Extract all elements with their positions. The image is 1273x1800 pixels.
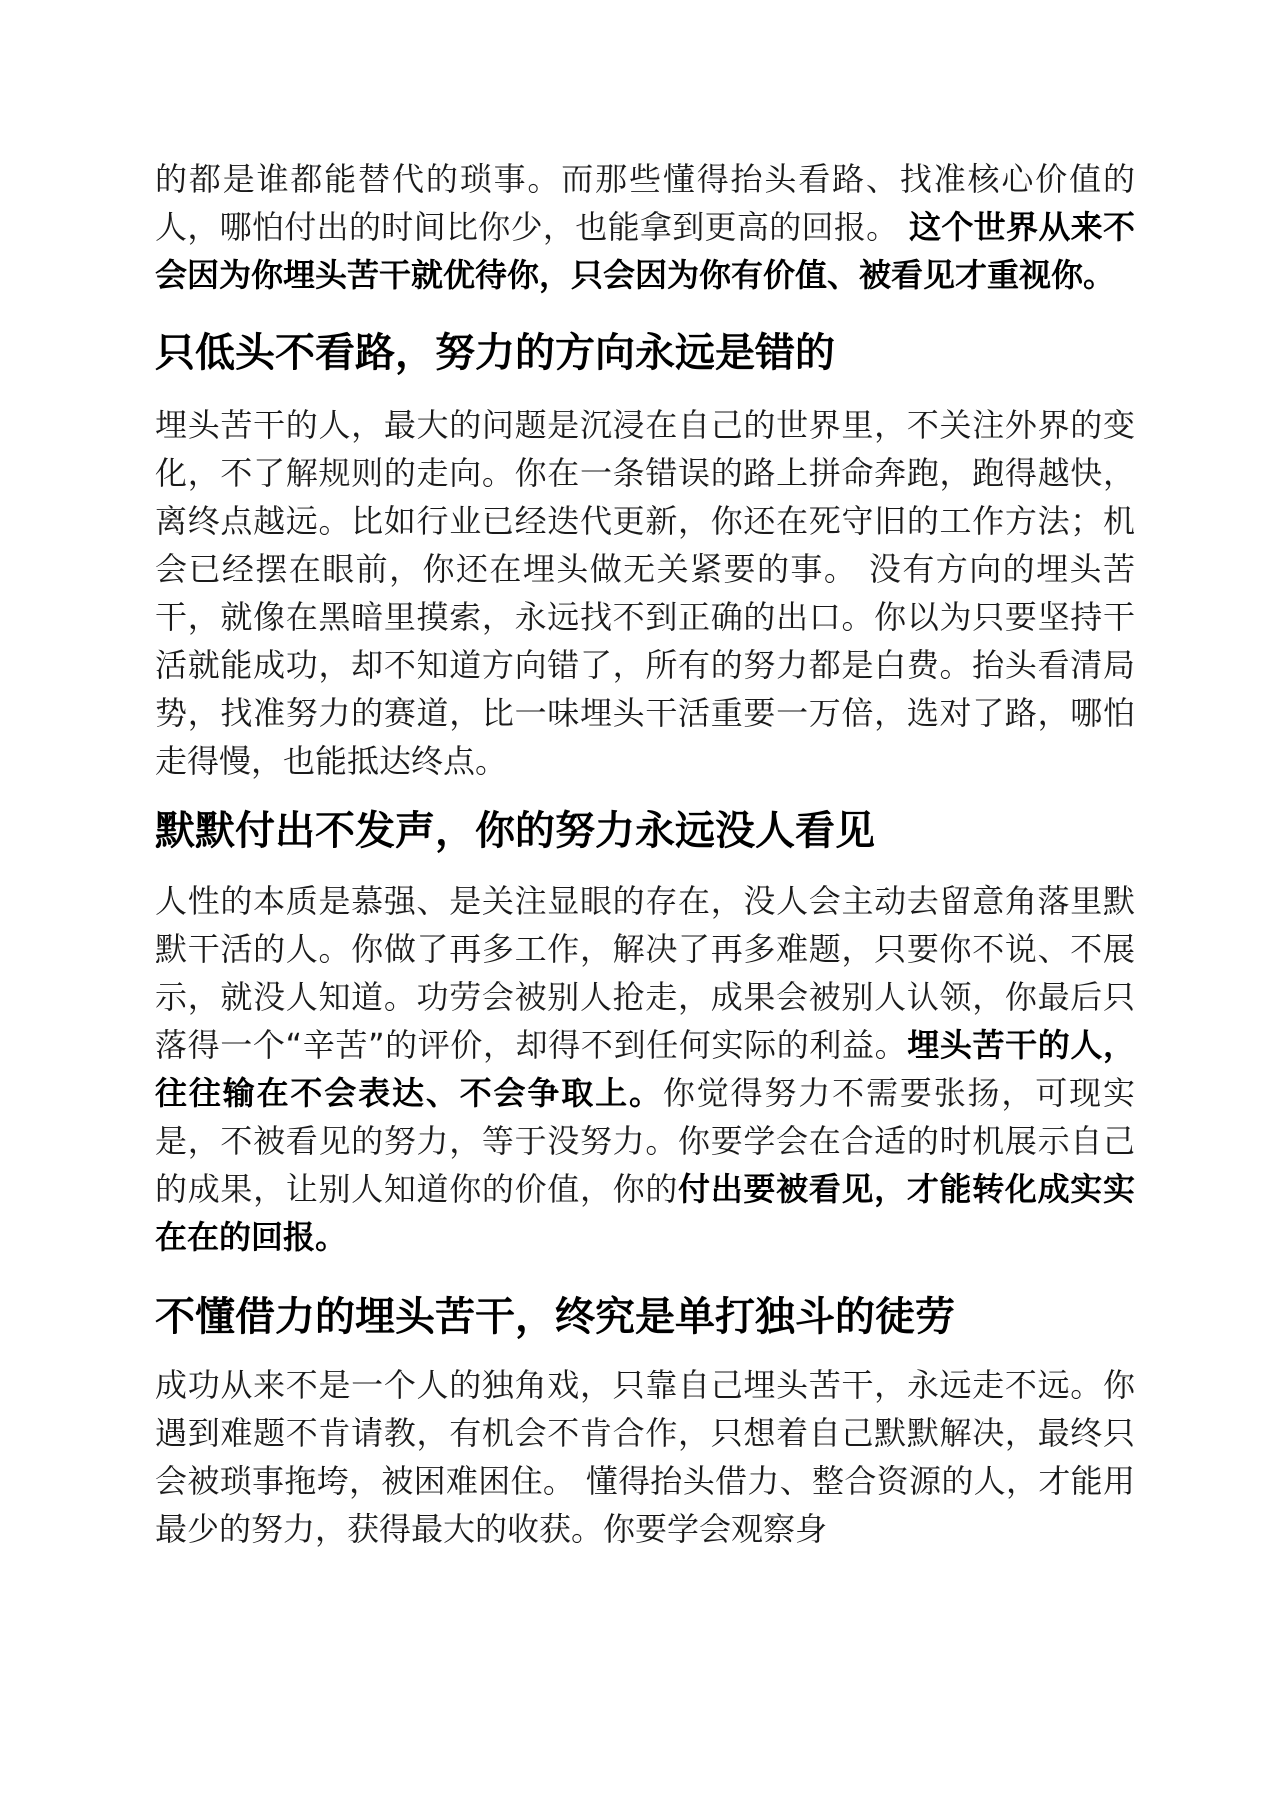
- paragraph-text: 埋头苦干的人，最大的问题是沉浸在自己的世界里，不关注外界的变化，不了解规则的走向。你在一条错误的路上拼命奔跑，跑得越快，离终点越远。比如行业已经迭代更新，你还在死守旧的工作方法；机会已经摆在眼前，你还在埋头做无关紧要的事。 没有方向的埋头苦干，就像在黑暗里摸索，永远找不到正确的出口。你以为只要坚持干活就能成功，却不知道方向错了，所有的努力都是白费。抬头看清局势，找准努力的赛道，比一味埋头干活重要一万倍，选对了路，哪怕走得慢，也能抵达终点。: [155, 406, 1135, 780]
- section-heading-1: 只低头不看路，努力的方向永远是错的: [155, 330, 835, 376]
- paragraph-text: 你觉得努力不需要张扬，可现实是，不被看见的努力，等于没努力。你要学会在合适的时机展示自己的成果，让别人知道你的价值，你的: [155, 1074, 1135, 1208]
- section-paragraph-2: [155, 877, 1135, 1261]
- section-paragraph-1: [155, 401, 1135, 785]
- paragraph-text: 成功从来不是一个人的独角戏，只靠自己埋头苦干，永远走不远。你遇到难题不肯请教，有机会不肯合作，只想着自己默默解决，最终只会被琐事拖垮，被困难困住。 懂得抬头借力、整合资源的人，才能用最少的努力，获得最大的收获。你要学会观察身: [155, 1366, 1135, 1548]
- section-heading-3: 不懂借力的埋头苦干，终究是单打独斗的徒劳: [155, 1294, 955, 1340]
- paragraph-bold-text: 付出要被看见，才能转化成实实在在的回报。: [155, 1170, 1135, 1256]
- section-paragraph-3: [155, 1361, 1135, 1553]
- paragraph-bold-text: 埋头苦干的人，往往输在不会表达、不会争取上。: [155, 1026, 1135, 1112]
- document-page: [155, 155, 1135, 1553]
- paragraph-bold-text: 这个世界从来不会因为你埋头苦干就优待你，只会因为你有价值、被看见才重视你。: [155, 208, 1135, 294]
- paragraph-intro: [155, 155, 1135, 299]
- section-heading-2: 默默付出不发声，你的努力永远没人看见: [155, 808, 875, 854]
- paragraph-text: 人性的本质是慕强、是关注显眼的存在，没人会主动去留意角落里默默干活的人。你做了再多工作，解决了再多难题，只要你不说、不展示，就没人知道。功劳会被别人抢走，成果会被别人认领，你最后只落得一个“辛苦”的评价，却得不到任何实际的利益。: [155, 882, 1135, 1064]
- paragraph-text: 的都是谁都能替代的琐事。而那些懂得抬头看路、找准核心价值的人，哪怕付出的时间比你少，也能拿到更高的回报。: [155, 160, 1135, 246]
